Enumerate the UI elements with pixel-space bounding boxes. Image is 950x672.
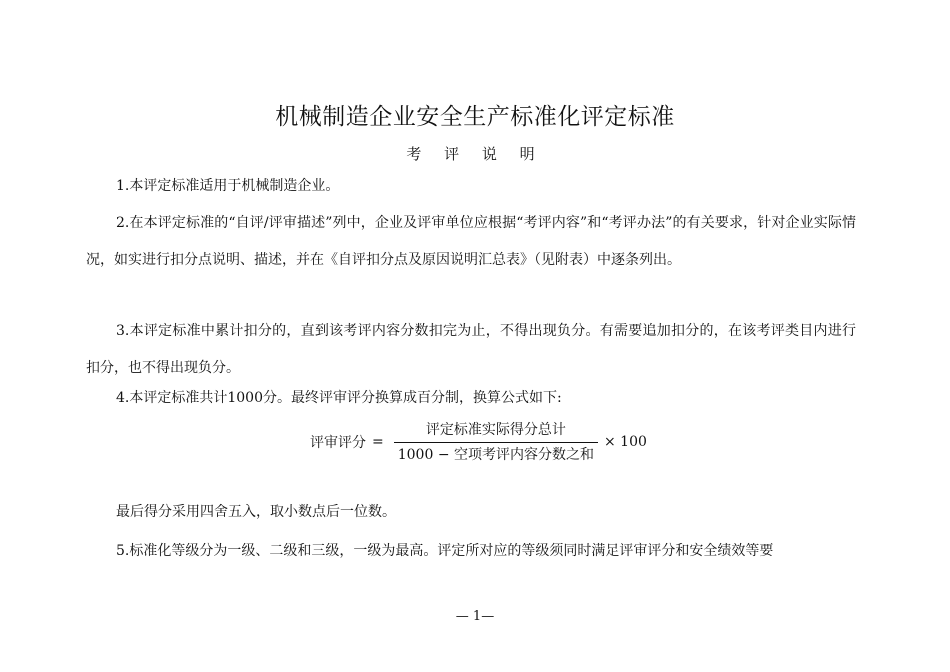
document-title: 机械制造企业安全生产标准化评定标准 <box>275 104 675 130</box>
paragraph-1: 1.本评定标准适用于机械制造企业。 <box>116 178 340 194</box>
formula-numerator: 评定标准实际得分总计 <box>425 421 566 438</box>
formula-fraction <box>394 420 598 465</box>
paragraph-2: 2.在本评定标准的“自评/评审描述”列中，企业及评审单位应根据“考评内容”和“考评办法”的有关要求，针对企业实际情况，如实进行扣分点说明、描述，并在《自评扣分点及原因说明汇总表》（见附表）中逐条列出。 <box>86 215 856 268</box>
paragraph-4: 4.本评定标准共计1000分。最终评审评分换算成百分制，换算公式如下: <box>116 390 562 406</box>
document-subtitle: 考 评 说 明 <box>406 145 544 163</box>
formula-rhs: × 100 <box>604 434 647 450</box>
formula-equals: = <box>372 434 384 450</box>
paragraph-5: 5.标准化等级分为一级、二级和三级，一级为最高。评定所对应的等级须同时满足评审评分和安全绩效等要 <box>116 543 774 559</box>
formula-denominator: 1000 − 空项考评内容分数之和 <box>394 442 598 465</box>
formula-lhs: 评审评分 <box>310 435 366 451</box>
page-number: — 1— <box>455 609 495 624</box>
paragraph-3: 3.本评定标准中累计扣分的，直到该考评内容分数扣完为止，不得出现负分。有需要追加扣分的，在该考评类目内进行扣分，也不得出现负分。 <box>86 323 856 376</box>
score-formula <box>310 418 647 466</box>
paragraph-rounding: 最后得分采用四舍五入，取小数点后一位数。 <box>116 504 396 520</box>
